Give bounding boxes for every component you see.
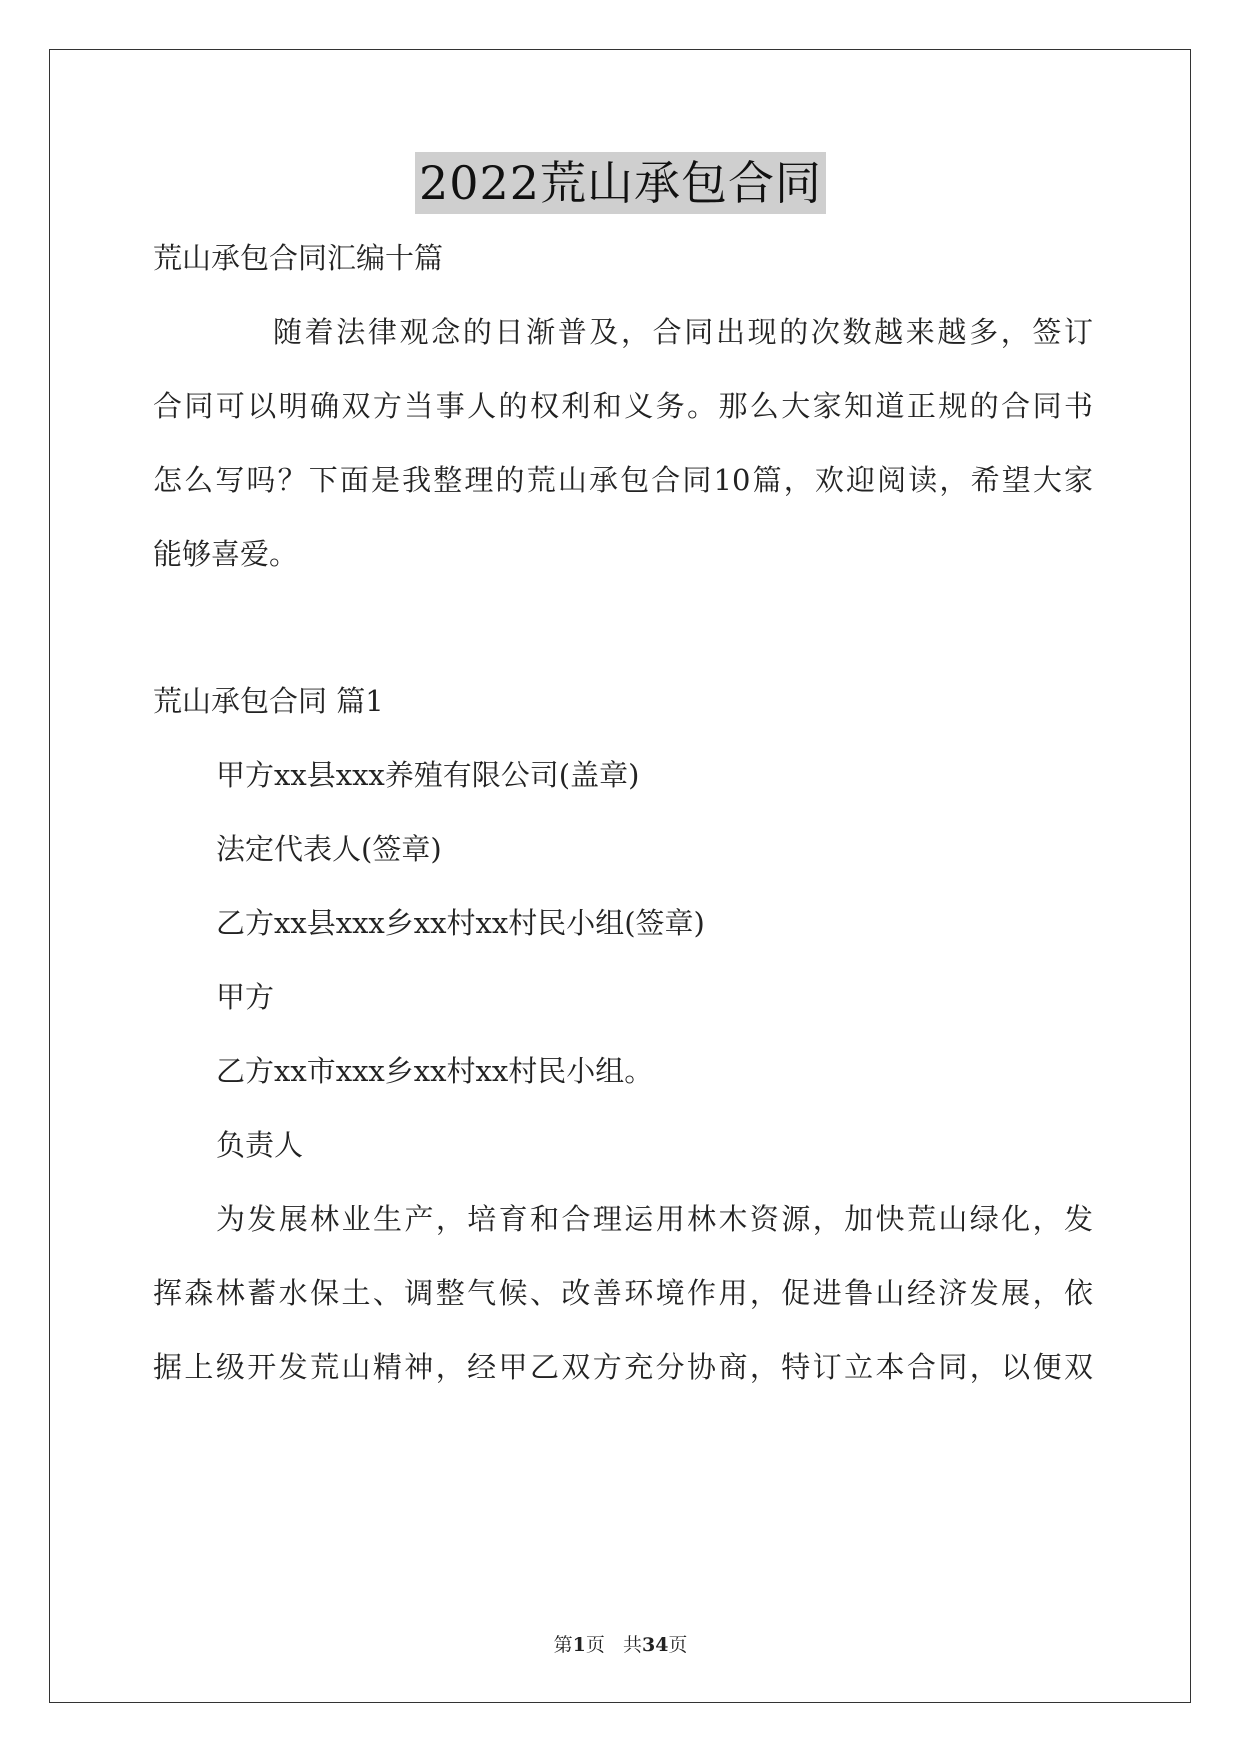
party-a-line: 甲方xx县xxx养殖有限公司(盖章)	[216, 758, 640, 792]
title-container	[0, 152, 1241, 214]
body-paragraph-line-1: 为发展林业生产，培育和合理运用林木资源，加快荒山绿化，发	[216, 1202, 1093, 1236]
party-b-short-line: 乙方xx市xxx乡xx村xx村民小组。	[216, 1054, 654, 1088]
footer-prefix: 第	[553, 1634, 573, 1656]
page-border	[49, 49, 1191, 1703]
legal-rep-line: 法定代表人(签章)	[216, 832, 442, 866]
responsible-person-line: 负责人	[216, 1128, 304, 1162]
subtitle: 荒山承包合同汇编十篇	[153, 241, 444, 275]
footer-page-suffix: 页	[585, 1634, 605, 1656]
page-footer	[0, 1630, 1241, 1657]
footer-total-pages: 34	[641, 1634, 669, 1656]
body-paragraph-line-3: 据上级开发荒山精神，经甲乙双方充分协商，特订立本合同，以便双	[153, 1350, 1093, 1384]
intro-paragraph-line-3: 怎么写吗？下面是我整理的荒山承包合同10篇，欢迎阅读，希望大家	[153, 463, 1093, 497]
document-title: 2022荒山承包合同	[415, 152, 826, 214]
footer-total-suffix: 页	[668, 1634, 688, 1656]
intro-paragraph-line-2: 合同可以明确双方当事人的权利和义务。那么大家知道正规的合同书	[153, 389, 1093, 423]
party-a-short-line: 甲方	[216, 980, 275, 1014]
footer-total-prefix: 共	[622, 1634, 642, 1656]
intro-paragraph-line-4: 能够喜爱。	[153, 537, 299, 571]
intro-paragraph-line-1: 随着法律观念的日渐普及，合同出现的次数越来越多，签订	[273, 315, 1093, 349]
party-b-line: 乙方xx县xxx乡xx村xx村民小组(签章)	[216, 906, 705, 940]
body-paragraph-line-2: 挥森林蓄水保土、调整气候、改善环境作用，促进鲁山经济发展，依	[153, 1276, 1093, 1310]
section-heading: 荒山承包合同 篇1	[153, 684, 384, 718]
footer-page-number: 1	[572, 1634, 586, 1656]
